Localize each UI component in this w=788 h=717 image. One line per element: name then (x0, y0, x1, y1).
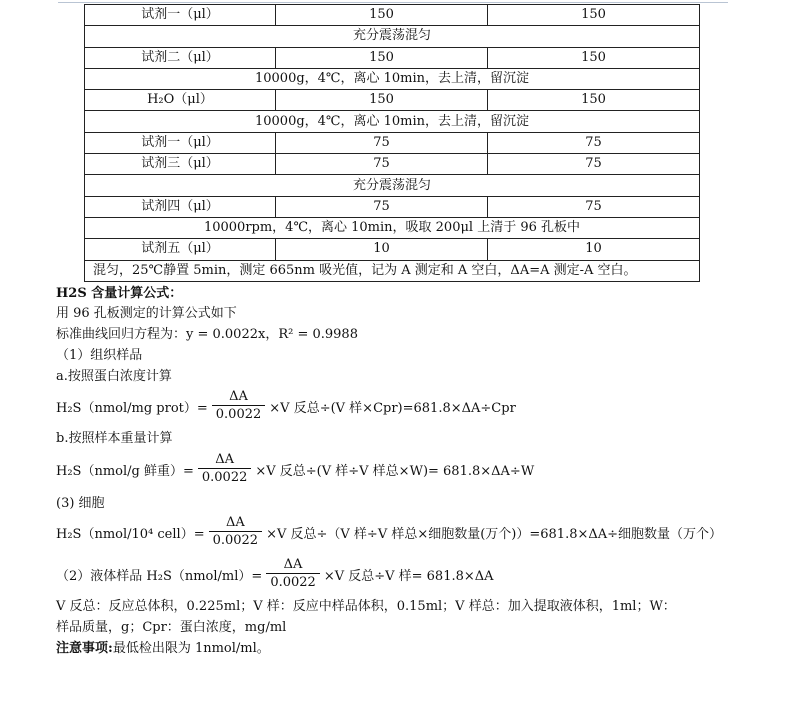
eq2-left: H₂S（nmol/g 鲜重）= (56, 463, 194, 479)
eq3-fraction (209, 516, 263, 548)
variables-line-2: 样品质量，g；Cpr：蛋白浓度，mg/ml (56, 620, 287, 635)
protocol-table-body (85, 5, 700, 282)
notes-line (56, 641, 270, 657)
reagent-label-cell: 试剂二（μl） (85, 47, 276, 68)
notes-text: 最低检出限为 1nmol/ml。 (112, 641, 270, 656)
eq3-left: H₂S（nmol/10⁴ cell）= (56, 526, 205, 542)
table-row (85, 154, 700, 175)
eq3-denominator: 0.0022 (212, 533, 259, 548)
value-cell: 150 (276, 47, 488, 68)
value-cell: 75 (276, 154, 488, 175)
value-cell: 75 (488, 196, 700, 217)
reagent-label-cell: 试剂一（μl） (85, 5, 276, 26)
table-row (85, 132, 700, 153)
reagent-label-cell: 试剂三（μl） (85, 154, 276, 175)
eq1-right: ×V 反总÷(V 样×Cpr)=681.8×ΔA÷Cpr (269, 400, 516, 416)
value-cell: 150 (276, 90, 488, 111)
reagent-label-cell: 试剂一（μl） (85, 132, 276, 153)
reagent-label-cell: 试剂四（μl） (85, 196, 276, 217)
regression-line: 标准曲线回归方程为：y = 0.0022x，R² = 0.9988 (56, 327, 358, 342)
table-row (85, 68, 700, 89)
table-row (85, 260, 700, 281)
value-cell: 150 (276, 5, 488, 26)
step-instruction-cell: 10000g，4℃，离心 10min，去上清，留沉淀 (85, 68, 700, 89)
protocol-table (84, 4, 700, 282)
value-cell: 75 (488, 132, 700, 153)
formula-heading: H2S 含量计算公式： (56, 286, 183, 301)
subsection-protein: a.按照蛋白浓度计算 (56, 369, 172, 384)
table-row (85, 196, 700, 217)
eq1-denominator: 0.0022 (215, 407, 262, 422)
value-cell: 75 (276, 132, 488, 153)
table-row (85, 175, 700, 196)
table-row (85, 239, 700, 260)
step-instruction-cell: 充分震荡混匀 (85, 26, 700, 47)
table-row (85, 47, 700, 68)
equation-liquid (56, 558, 494, 590)
equation-protein (56, 390, 516, 422)
notes-label: 注意事项: (56, 641, 113, 656)
eq3-right: ×V 反总÷（V 样÷V 样总×细胞数量(万个)）=681.8×ΔA÷细胞数量（万个） (266, 526, 723, 542)
reagent-label-cell: 试剂五（μl） (85, 239, 276, 260)
eq3-numerator: ΔA (209, 516, 263, 532)
eq1-fraction (212, 390, 266, 422)
table-row (85, 5, 700, 26)
table-row (85, 90, 700, 111)
value-cell: 75 (488, 154, 700, 175)
eq4-right: ×V 反总÷V 样= 681.8×ΔA (323, 568, 494, 584)
table-row (85, 217, 700, 238)
subsection-weight: b.按照样本重量计算 (56, 431, 173, 446)
eq2-denominator: 0.0022 (201, 470, 248, 485)
value-cell: 10 (276, 239, 488, 260)
variables-line-1: V 反总：反应总体积，0.225ml；V 样：反应中样品体积，0.15ml；V 样总：加入提取液体积，1ml；W： (56, 599, 676, 614)
eq4-numerator: ΔA (266, 558, 320, 574)
eq4-fraction (266, 558, 320, 590)
equation-cell (56, 516, 722, 548)
eq2-numerator: ΔA (198, 453, 252, 469)
intro-line: 用 96 孔板测定的计算公式如下 (56, 306, 237, 321)
value-cell: 10 (488, 239, 700, 260)
eq2-fraction (198, 453, 252, 485)
section-cell: (3) 细胞 (56, 496, 105, 511)
value-cell: 150 (488, 90, 700, 111)
eq4-left: （2）液体样品 H₂S（nmol/ml）= (56, 568, 263, 584)
eq1-numerator: ΔA (212, 390, 266, 406)
eq1-left: H₂S（nmol/mg prot）= (56, 400, 208, 416)
value-cell: 150 (488, 5, 700, 26)
value-cell: 150 (488, 47, 700, 68)
step-instruction-cell: 充分震荡混匀 (85, 175, 700, 196)
section-tissue: （1）组织样品 (56, 348, 143, 363)
equation-weight (56, 453, 534, 485)
table-row (85, 111, 700, 132)
reagent-label-cell: H₂O（μl） (85, 90, 276, 111)
step-instruction-cell: 10000g，4℃，离心 10min，去上清，留沉淀 (85, 111, 700, 132)
table-row (85, 26, 700, 47)
step-instruction-cell: 10000rpm，4℃，离心 10min，吸取 200μl 上清于 96 孔板中 (85, 217, 700, 238)
top-rule (58, 2, 728, 3)
eq2-right: ×V 反总÷(V 样÷V 样总×W)= 681.8×ΔA÷W (255, 463, 535, 479)
value-cell: 75 (276, 196, 488, 217)
measurement-note-cell: 混匀，25℃静置 5min，测定 665nm 吸光值，记为 A 测定和 A 空白，ΔA=A 测定-A 空白。 (85, 260, 700, 281)
eq4-denominator: 0.0022 (270, 575, 316, 590)
